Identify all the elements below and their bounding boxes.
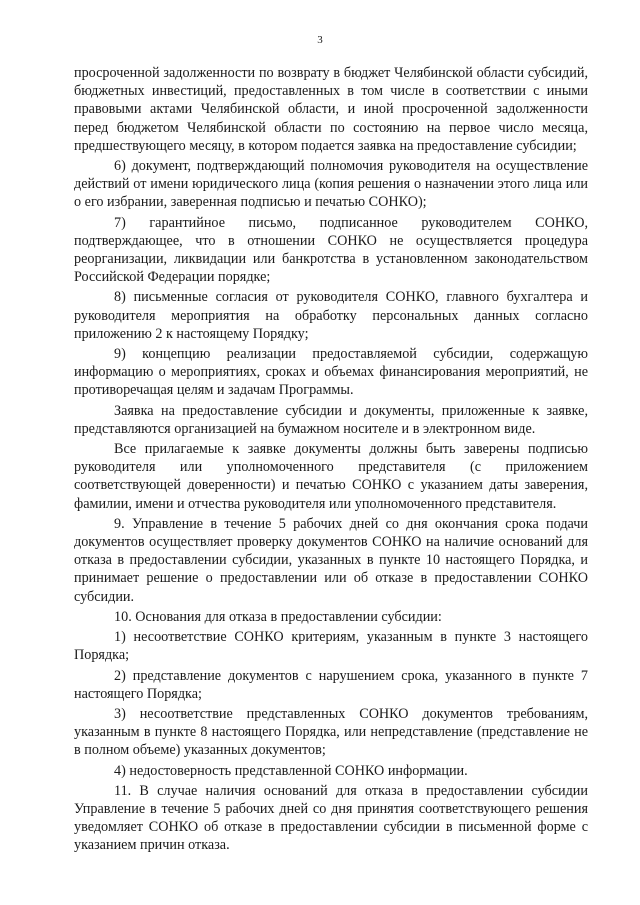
paragraph-application: Заявка на предоставление субсидии и документы, приложенные к заявке, представляются организацией на бумажном носителе и в электронном виде. — [74, 402, 588, 437]
document-body — [74, 64, 588, 855]
paragraph-clause-11: 11. В случае наличия оснований для отказа в предоставлении субсидии Управление в течение 5 рабочих дней со дня принятия соответствующего решения уведомляет СОНКО об отказе в предоставлении субсидии в письменной форме с указанием причин отказа. — [74, 782, 588, 854]
paragraph-item-9: 9) концепцию реализации предоставляемой субсидии, содержащую информацию о мероприятиях, сроках и объемах финансирования мероприятий, не противоречащая целям и задачам Программы. — [74, 346, 588, 399]
paragraph-continuation: просроченной задолженности по возврату в бюджет Челябинской области субсидий, бюджетных инвестиций, предоставленных в том числе в соответствии с иными правовыми актами Челябинской области, и иной просроченной задолженности перед бюджетом Челябинской области по состоянию на первое число месяца, предшествующего месяцу, в котором подается заявка на предоставление субсидии; — [74, 65, 588, 154]
paragraph-reason-2: 2) представление документов с нарушением срока, указанного в пункте 7 настоящего Порядка; — [74, 667, 588, 702]
paragraph-reason-3: 3) несоответствие представленных СОНКО документов требованиям, указанным в пункте 8 настоящего Порядка, или непредставление (представление не в полном объеме) указанных документов; — [74, 705, 588, 759]
paragraph-clause-9: 9. Управление в течение 5 рабочих дней со дня окончания срока подачи документов осуществляет проверку документов СОНКО на наличие оснований для отказа в предоставлении субсидии, указанных в пункте 10 настоящего Порядка, и принимает решение о предоставлении или об отказе в предоставлении СОНКО субсидии. — [74, 515, 588, 605]
paragraph-certification: Все прилагаемые к заявке документы должны быть заверены подписью руководителя или уполномоченного представителя (с приложением соответствующей доверенности) и печатью СОНКО с указанием даты заверения, фамилии, имени и отчества руководителя или уполномоченного представителя. — [74, 441, 588, 512]
paragraph-item-6: 6) документ, подтверждающий полномочия руководителя на осуществление действий от имени юридического лица (копия решения о назначении этого лица или о его избрании, заверенная подписью и печатью СОНКО); — [74, 158, 588, 211]
paragraph-item-8: 8) письменные согласия от руководителя СОНКО, главного бухгалтера и руководителя мероприятия на обработку персональных данных согласно приложению 2 к настоящему Порядку; — [74, 289, 588, 342]
paragraph-reason-4: 4) недостоверность представленной СОНКО информации. — [114, 762, 468, 779]
paragraph-item-7: 7) гарантийное письмо, подписанное руководителем СОНКО, подтверждающее, что в отношении СОНКО не осуществляется процедура реорганизации, ликвидации или банкротства в установленном законодательством Российской Федерации порядке; — [74, 214, 588, 286]
page-number: 3 — [317, 34, 323, 46]
paragraph-reason-1: 1) несоответствие СОНКО критериям, указанным в пункте 3 настоящего Порядка; — [74, 629, 588, 664]
paragraph-clause-10: 10. Основания для отказа в предоставлении субсидии: — [114, 608, 442, 625]
